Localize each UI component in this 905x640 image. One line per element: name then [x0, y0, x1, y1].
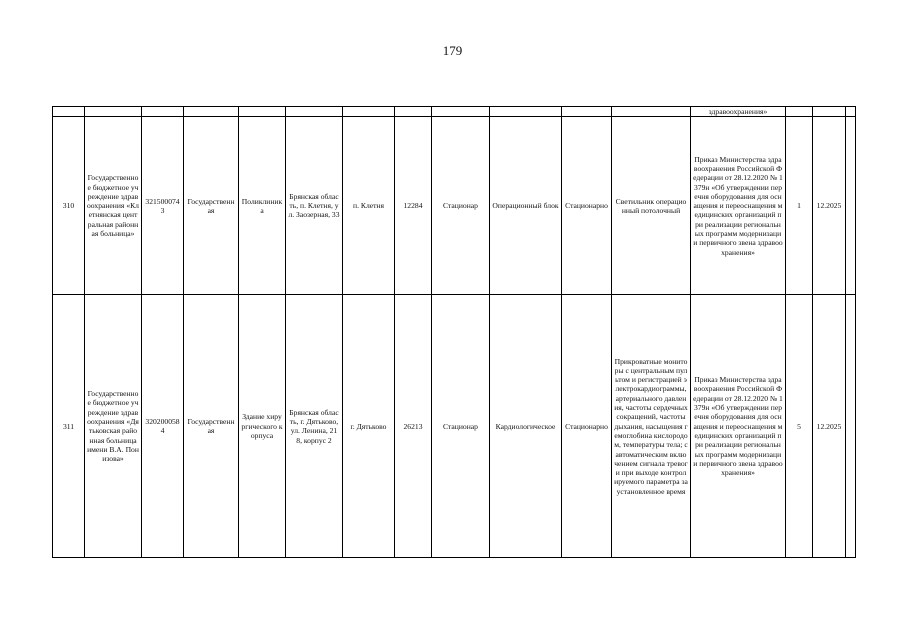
ownership-cell: Государственная — [184, 117, 239, 295]
code-cell: 3202000584 — [142, 295, 184, 558]
ownership-cell: Государственная — [184, 295, 239, 558]
organization-cell: Государственное бюджетное учреждение здравоохранения «Дятьковская районная больница имени В.А. Понизова» — [85, 295, 142, 558]
empty-cell — [846, 295, 856, 558]
equipment-cell: Прикроватные мониторы с центральным пультом и регистрацией электрокардиограммы, артериального давления, частоты сердечных сокращений, частоты дыхания, насыщения гемоглобина кислородом, температуры тела; с автоматическим включением сигнала тревоги при выходе контролируемого параметра за установленное время — [612, 295, 691, 558]
quantity-cell: 5 — [786, 295, 813, 558]
order-doc-cell: здравоохранения» — [691, 107, 786, 117]
empty-cell — [846, 117, 856, 295]
code-cell: 3215000743 — [142, 117, 184, 295]
mode-cell: Стационарно — [562, 117, 612, 295]
population-cell: 12284 — [395, 117, 432, 295]
building-cell: Поликлиника — [239, 117, 286, 295]
population-cell: 26213 — [395, 295, 432, 558]
order-doc-cell: Приказ Министерства здравоохранения Российской Федерации от 28.12.2020 № 1379н «Об утверждении перечня оборудования для оснащения и переоснащения медицинских организаций при реализации региональных программ модернизации первичного звена здравоохранения» — [691, 295, 786, 558]
registry-table — [52, 106, 856, 558]
page-number: 179 — [442, 43, 463, 58]
care-type-cell: Стационар — [432, 117, 490, 295]
equipment-cell: Светильник операционный потолочный — [612, 117, 691, 295]
unit-cell: Кардиологическое — [490, 295, 562, 558]
building-cell: Здание хирургического корпуса — [239, 295, 286, 558]
unit-cell: Операционный блок — [490, 117, 562, 295]
order-doc-cell: Приказ Министерства здравоохранения Российской Федерации от 28.12.2020 № 1379н «Об утверждении перечня оборудования для оснащения и переоснащения медицинских организаций при реализации региональных программ модернизации первичного звена здравоохранения» — [691, 117, 786, 295]
care-type-cell: Стационар — [432, 295, 490, 558]
row-number-cell: 310 — [53, 117, 85, 295]
table-row — [53, 295, 856, 558]
mode-cell: Стационарно — [562, 295, 612, 558]
address-cell: Брянская область, п. Клетня, ул. Заозерная, 33 — [286, 117, 343, 295]
quantity-cell: 1 — [786, 117, 813, 295]
date-cell: 12.2025 — [813, 295, 846, 558]
locality-cell: п. Клетня — [343, 117, 395, 295]
locality-cell: г. Дятьково — [343, 295, 395, 558]
table-row — [53, 107, 856, 117]
row-number-cell: 311 — [53, 295, 85, 558]
address-cell: Брянская область, г. Дятьково, ул. Ленина, 218, корпус 2 — [286, 295, 343, 558]
organization-cell: Государственное бюджетное учреждение здравоохранения «Клетнянская центральная районная больница» — [85, 117, 142, 295]
date-cell: 12.2025 — [813, 117, 846, 295]
table-row — [53, 117, 856, 295]
